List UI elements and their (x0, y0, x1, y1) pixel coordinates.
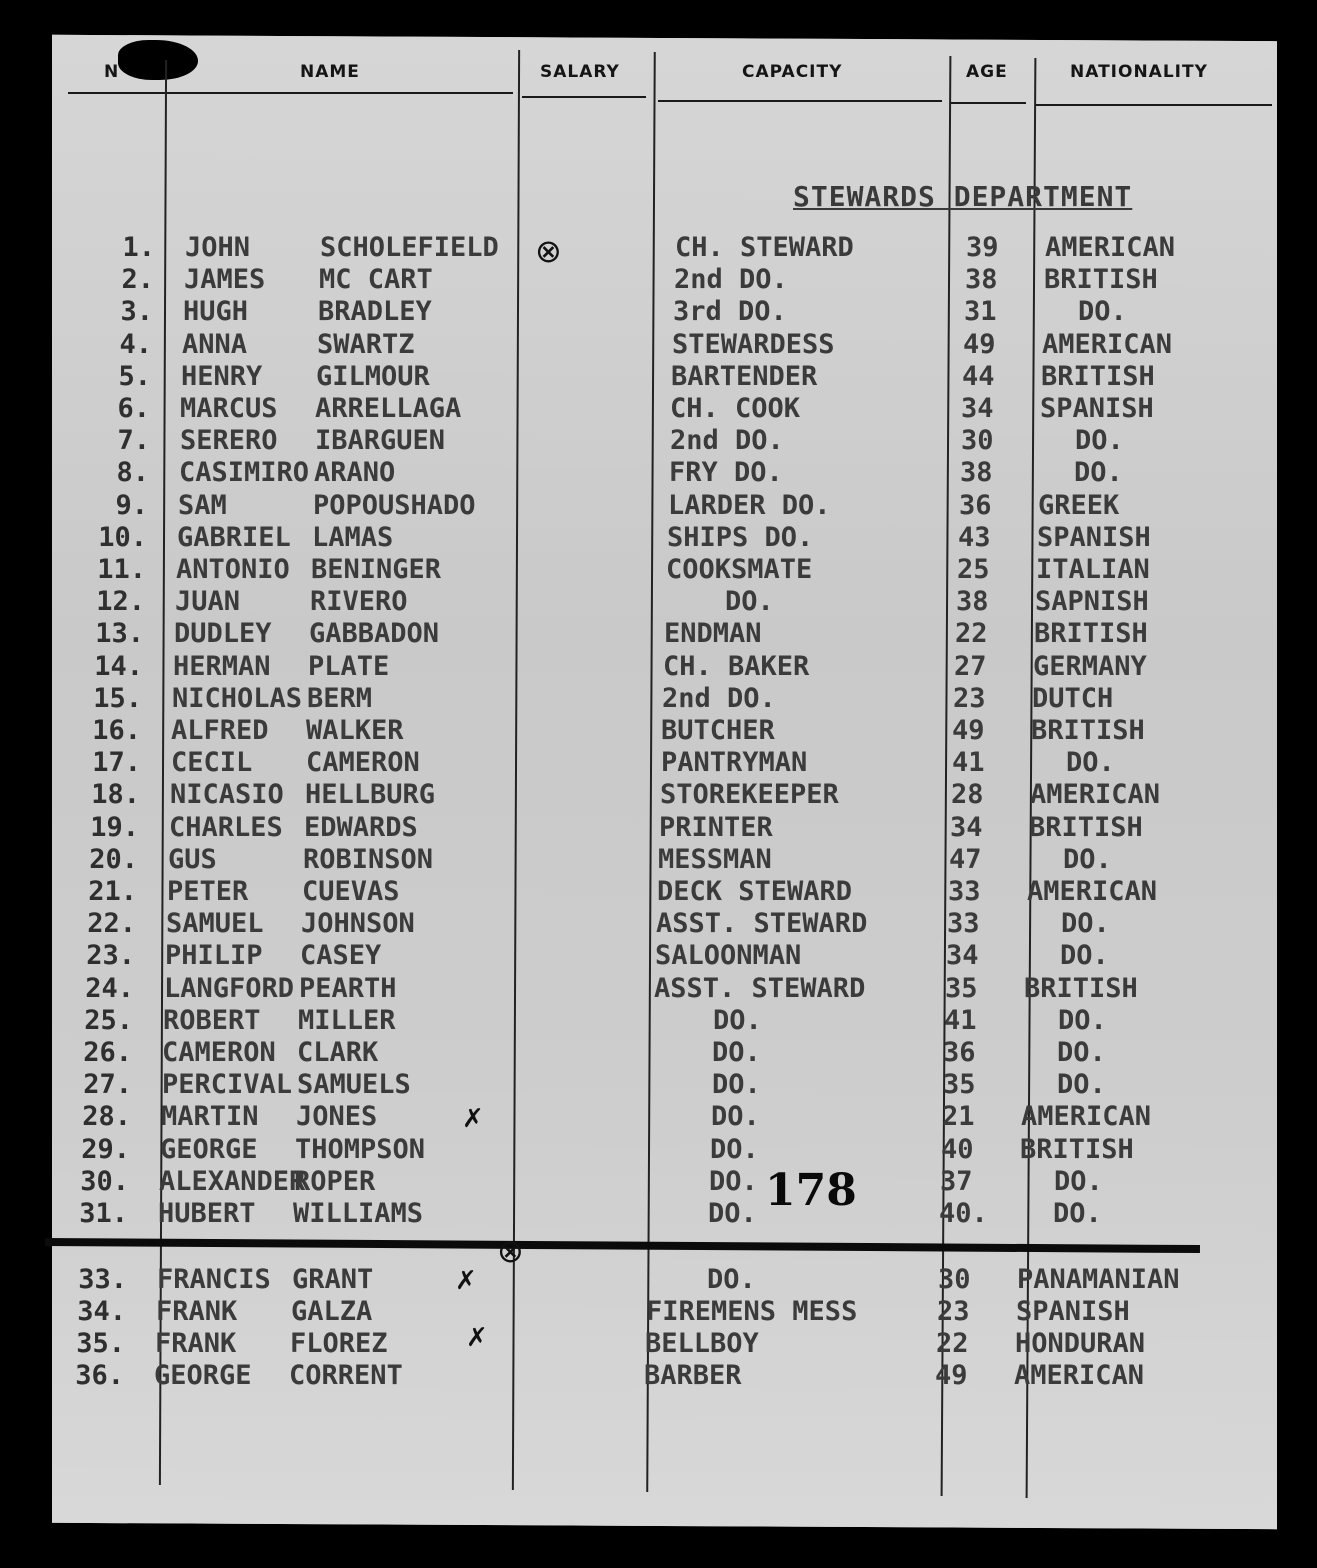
crew-number: 33. (78, 1264, 127, 1295)
crew-capacity: STEWARDESS (672, 328, 835, 360)
crew-age: 28 (951, 779, 984, 811)
crew-capacity: ASST. STEWARD (654, 972, 866, 1004)
crew-age: 33 (947, 908, 980, 940)
crew-row (0, 586, 1317, 618)
crew-nationality: DO. (1057, 1069, 1106, 1101)
crew-age: 35 (943, 1069, 976, 1101)
crew-row (0, 1264, 1317, 1296)
crew-last-name: SWARTZ (317, 328, 415, 360)
crew-number: 10. (98, 521, 147, 553)
department-heading: STEWARDS DEPARTMENT (793, 180, 1133, 213)
crew-capacity: CH. BAKER (663, 650, 810, 682)
crew-number: 26. (83, 1037, 132, 1068)
crew-last-name: MILLER (298, 1004, 396, 1036)
cross-mark: ✗ (466, 1323, 488, 1353)
header-salary: SALARY (540, 62, 620, 82)
crew-first-name: MARTIN (161, 1101, 259, 1133)
crew-age: 22 (936, 1328, 969, 1359)
crew-row (0, 490, 1317, 522)
crew-first-name: HENRY (181, 360, 263, 392)
crew-nationality: DO. (1060, 940, 1109, 972)
crew-first-name: ANNA (182, 328, 248, 360)
header-rule (950, 102, 1026, 104)
crew-number: 15. (93, 682, 142, 714)
crew-age: 40 (941, 1133, 974, 1165)
crew-last-name: JOHNSON (301, 908, 415, 940)
crew-number: 8. (116, 457, 149, 489)
crew-number: 5. (118, 360, 151, 392)
crew-nationality: SPANISH (1037, 521, 1151, 553)
crew-age: 30 (938, 1264, 971, 1295)
crew-last-name: BENINGER (311, 554, 442, 585)
crew-first-name: DUDLEY (174, 618, 272, 650)
crew-first-name: HUBERT (158, 1198, 256, 1229)
crew-nationality: BRITISH (1041, 360, 1155, 392)
crew-age: 43 (958, 521, 991, 553)
crew-nationality: DO. (1066, 747, 1115, 779)
crew-capacity: DO. (712, 1037, 761, 1068)
circled-x-mark: ⊗ (535, 232, 562, 270)
crew-capacity: SHIPS DO. (667, 521, 814, 553)
crew-row (0, 329, 1317, 361)
crew-capacity: DECK STEWARD (657, 876, 853, 907)
crew-number: 31. (79, 1198, 128, 1229)
crew-number: 21. (88, 876, 137, 907)
crew-first-name: FRANK (156, 1296, 238, 1327)
crew-row (0, 554, 1317, 586)
crew-nationality: DO. (1061, 908, 1110, 940)
crew-row (0, 425, 1317, 457)
crew-capacity: 3rd DO. (673, 296, 787, 328)
crew-capacity: LARDER DO. (668, 489, 831, 521)
crew-nationality: DO. (1063, 843, 1112, 875)
crew-nationality: AMERICAN (1042, 328, 1173, 360)
crew-row (0, 812, 1317, 844)
crew-number: 29. (81, 1133, 130, 1165)
page-number-stamp: 178 (765, 1165, 857, 1216)
crew-age: 30 (961, 425, 994, 457)
crew-first-name: GUS (168, 843, 217, 875)
crew-number: 2. (121, 264, 154, 296)
crew-row (0, 1360, 1317, 1392)
crew-capacity: DO. (709, 1165, 758, 1197)
crew-row (0, 232, 1317, 264)
header-rule (68, 92, 513, 94)
crew-first-name: JOHN (185, 232, 251, 263)
crew-age: 27 (954, 650, 987, 682)
crew-nationality: GERMANY (1033, 650, 1147, 682)
crew-last-name: WILLIAMS (293, 1198, 424, 1229)
crew-last-name: RIVERO (310, 586, 408, 618)
crew-last-name: PEARTH (299, 972, 397, 1004)
crew-first-name: PETER (167, 876, 249, 907)
crew-first-name: CAMERON (162, 1037, 276, 1068)
crew-age: 39 (966, 232, 999, 263)
crew-last-name: THOMPSON (295, 1133, 426, 1165)
crew-last-name: CORRENT (289, 1360, 403, 1391)
crew-number: 4. (119, 328, 152, 360)
crew-last-name: CUEVAS (302, 876, 400, 907)
crew-last-name: BRADLEY (318, 296, 432, 328)
header-rule (658, 100, 942, 102)
crew-first-name: FRANK (155, 1328, 237, 1359)
crew-nationality: DO. (1075, 425, 1124, 457)
crew-last-name: WALKER (306, 715, 404, 746)
crew-number: 6. (117, 393, 150, 424)
crew-first-name: LANGFORD (164, 972, 295, 1004)
header-rule (1036, 104, 1272, 106)
crew-number: 24. (85, 972, 134, 1004)
crew-nationality: BRITISH (1044, 264, 1158, 296)
crew-row (0, 1069, 1317, 1101)
crew-age: 23 (937, 1296, 970, 1327)
crew-row (0, 651, 1317, 683)
crew-age: 25 (957, 554, 990, 585)
crew-number: 16. (92, 715, 141, 746)
crew-nationality: BRITISH (1031, 715, 1145, 746)
crew-age: 23 (953, 682, 986, 714)
crew-first-name: CECIL (171, 747, 253, 779)
crew-capacity: CH. STEWARD (675, 232, 854, 263)
crew-number: 7. (117, 425, 150, 457)
crew-nationality: AMERICAN (1021, 1101, 1152, 1133)
crew-age: 38 (956, 586, 989, 618)
crew-number: 14. (94, 650, 143, 682)
cross-mark: ✗ (455, 1266, 477, 1296)
crew-capacity: DO. (707, 1264, 756, 1295)
crew-number: 34. (77, 1296, 126, 1327)
crew-nationality: BRITISH (1034, 618, 1148, 650)
crew-last-name: BERM (307, 682, 373, 714)
header-no: N (104, 62, 120, 82)
crew-row (0, 522, 1317, 554)
crew-capacity: BELLBOY (645, 1328, 759, 1359)
crew-last-name: EDWARDS (304, 811, 418, 843)
crew-last-name: CAMERON (306, 747, 420, 779)
crew-first-name: FRANCIS (157, 1264, 271, 1295)
crew-row (0, 876, 1317, 908)
ink-blot (118, 40, 198, 80)
crew-number: 12. (96, 586, 145, 618)
crew-last-name: CLARK (297, 1037, 379, 1068)
crew-last-name: ROPER (294, 1165, 376, 1197)
crew-number: 22. (87, 908, 136, 940)
crew-age: 21 (942, 1101, 975, 1133)
crew-row (0, 747, 1317, 779)
crew-capacity: PANTRYMAN (661, 747, 808, 779)
crew-nationality: HONDURAN (1015, 1328, 1146, 1359)
crew-last-name: HELLBURG (305, 779, 436, 811)
crew-last-name: GALZA (291, 1296, 373, 1327)
crew-first-name: GEORGE (160, 1133, 258, 1165)
crew-row (0, 1134, 1317, 1166)
crew-capacity: FRY DO. (669, 457, 783, 489)
crew-row (0, 393, 1317, 425)
crew-age: 36 (943, 1037, 976, 1068)
crew-age: 34 (961, 393, 994, 424)
header-age: AGE (966, 62, 1008, 82)
crew-row (0, 361, 1317, 393)
crew-row (0, 1296, 1317, 1328)
crew-nationality: DO. (1074, 457, 1123, 489)
crew-age: 49 (952, 715, 985, 746)
crew-row (0, 457, 1317, 489)
crew-capacity: SALOONMAN (655, 940, 802, 972)
crew-last-name: ROBINSON (303, 843, 434, 875)
crew-capacity: 2nd DO. (670, 425, 784, 457)
crew-row (0, 779, 1317, 811)
crew-nationality: BRITISH (1024, 972, 1138, 1004)
crew-first-name: GABRIEL (177, 521, 291, 553)
header-nationality: NATIONALITY (1070, 62, 1208, 82)
crew-first-name: NICASIO (170, 779, 284, 811)
crew-nationality: BRITISH (1029, 811, 1143, 843)
crew-first-name: SERERO (180, 425, 278, 457)
crew-age: 40. (939, 1198, 988, 1229)
crew-first-name: ALFRED (171, 715, 269, 746)
crew-capacity: BARTENDER (671, 360, 818, 392)
crew-capacity: BARBER (644, 1360, 742, 1391)
crew-number: 9. (115, 489, 148, 521)
crew-age: 37 (940, 1165, 973, 1197)
crew-number: 11. (97, 554, 146, 585)
crew-number: 25. (84, 1004, 133, 1036)
crew-age: 31 (964, 296, 997, 328)
crew-row (0, 973, 1317, 1005)
crew-last-name: JONES (296, 1101, 378, 1133)
crew-age: 34 (946, 940, 979, 972)
crew-first-name: JAMES (184, 264, 266, 296)
crew-age: 38 (960, 457, 993, 489)
crew-row (0, 1037, 1317, 1069)
crew-number: 3. (120, 296, 153, 328)
crew-age: 49 (935, 1360, 968, 1391)
crew-last-name: SAMUELS (297, 1069, 411, 1101)
crew-number: 1. (122, 232, 155, 263)
crew-nationality: ITALIAN (1036, 554, 1150, 585)
crew-row (0, 296, 1317, 328)
crew-first-name: JUAN (175, 586, 241, 618)
crew-nationality: DO. (1058, 1004, 1107, 1036)
crew-number: 30. (80, 1165, 129, 1197)
crew-nationality: DO. (1057, 1037, 1106, 1068)
crew-row (0, 908, 1317, 940)
crew-first-name: CHARLES (169, 811, 283, 843)
crew-first-name: ALEXANDER (159, 1165, 306, 1197)
crew-first-name: PERCIVAL (162, 1069, 293, 1101)
crew-age: 38 (965, 264, 998, 296)
crew-nationality: DO. (1078, 296, 1127, 328)
crew-first-name: NICHOLAS (172, 682, 303, 714)
crew-capacity: COOKSMATE (666, 554, 813, 585)
crew-row (0, 1005, 1317, 1037)
crew-last-name: GILMOUR (316, 360, 430, 392)
crew-row (0, 940, 1317, 972)
cross-mark: ✗ (462, 1104, 484, 1134)
crew-age: 49 (963, 328, 996, 360)
crew-number: 17. (92, 747, 141, 779)
crew-first-name: CASIMIRO (179, 457, 310, 489)
crew-row (0, 1101, 1317, 1133)
crew-last-name: CASEY (300, 940, 382, 972)
crew-nationality: DO. (1054, 1165, 1103, 1197)
crew-capacity: DO. (713, 1004, 762, 1036)
crew-age: 22 (955, 618, 988, 650)
crew-nationality: AMERICAN (1045, 232, 1176, 263)
crew-last-name: SCHOLEFIELD (320, 232, 499, 263)
crew-number: 19. (90, 811, 139, 843)
crew-row (0, 1328, 1317, 1360)
crew-capacity: MESSMAN (658, 843, 772, 875)
crew-nationality: BRITISH (1020, 1133, 1134, 1165)
crew-row (0, 1198, 1317, 1230)
crew-number: 23. (86, 940, 135, 972)
crew-first-name: SAMUEL (166, 908, 264, 940)
crew-number: 28. (82, 1101, 131, 1133)
crew-capacity: 2nd DO. (674, 264, 788, 296)
crew-capacity: STOREKEEPER (660, 779, 839, 811)
crew-row (0, 1166, 1317, 1198)
crew-nationality: AMERICAN (1030, 779, 1161, 811)
crew-last-name: LAMAS (312, 521, 394, 553)
crew-row (0, 683, 1317, 715)
crew-capacity: CH. COOK (670, 393, 801, 424)
crew-first-name: ROBERT (163, 1004, 261, 1036)
crew-last-name: PLATE (308, 650, 390, 682)
crew-first-name: PHILIP (165, 940, 263, 972)
crew-number: 13. (95, 618, 144, 650)
crew-nationality: PANAMANIAN (1017, 1264, 1180, 1295)
crew-age: 47 (949, 843, 982, 875)
crew-number: 27. (83, 1069, 132, 1101)
crew-age: 33 (948, 876, 981, 907)
crew-last-name: IBARGUEN (315, 425, 446, 457)
crew-row (0, 264, 1317, 296)
crew-nationality: AMERICAN (1027, 876, 1158, 907)
crew-first-name: SAM (178, 489, 227, 521)
crew-capacity: DO. (712, 1069, 761, 1101)
crew-age: 36 (959, 489, 992, 521)
crew-first-name: HERMAN (173, 650, 271, 682)
crew-age: 44 (962, 360, 995, 392)
crew-capacity: ASST. STEWARD (656, 908, 868, 940)
crew-capacity: PRINTER (659, 811, 773, 843)
crew-row (0, 844, 1317, 876)
header-rule (522, 96, 646, 98)
crew-nationality: SAPNISH (1035, 586, 1149, 618)
crew-nationality: AMERICAN (1014, 1360, 1145, 1391)
crew-capacity: DO. (708, 1198, 757, 1229)
crew-capacity: DO. (725, 586, 774, 618)
crew-last-name: ARANO (314, 457, 396, 489)
crew-last-name: MC CART (319, 264, 433, 296)
crew-number: 20. (89, 843, 138, 875)
crew-nationality: DUTCH (1032, 682, 1114, 714)
crew-capacity: FIREMENS MESS (646, 1296, 858, 1327)
crew-age: 41 (944, 1004, 977, 1036)
crew-capacity: DO. (711, 1101, 760, 1133)
crew-first-name: ANTONIO (176, 554, 290, 585)
crew-nationality: DO. (1053, 1198, 1102, 1229)
crew-number: 36. (75, 1360, 124, 1391)
crew-capacity: BUTCHER (661, 715, 775, 746)
header-capacity: CAPACITY (742, 62, 843, 82)
crew-last-name: GABBADON (309, 618, 440, 650)
crew-age: 35 (945, 972, 978, 1004)
crew-first-name: GEORGE (154, 1360, 252, 1391)
crew-capacity: ENDMAN (664, 618, 762, 650)
crew-first-name: HUGH (183, 296, 249, 328)
crew-capacity: DO. (710, 1133, 759, 1165)
crew-nationality: SPANISH (1016, 1296, 1130, 1327)
crew-number: 35. (76, 1328, 125, 1359)
crew-last-name: FLOREZ (290, 1328, 388, 1359)
crew-last-name: ARRELLAGA (315, 393, 462, 424)
crew-nationality: SPANISH (1040, 393, 1154, 424)
crew-row (0, 715, 1317, 747)
crew-last-name: GRANT (292, 1264, 374, 1295)
crew-first-name: MARCUS (180, 393, 278, 424)
crew-age: 41 (952, 747, 985, 779)
crew-age: 34 (950, 811, 983, 843)
header-name: NAME (300, 62, 360, 82)
crew-number: 18. (91, 779, 140, 811)
crew-capacity: 2nd DO. (662, 682, 776, 714)
crew-last-name: POPOUSHADO (313, 489, 476, 521)
circled-x-mark: ⊗ (497, 1232, 524, 1270)
crew-nationality: GREEK (1038, 489, 1120, 521)
crew-row (0, 618, 1317, 650)
